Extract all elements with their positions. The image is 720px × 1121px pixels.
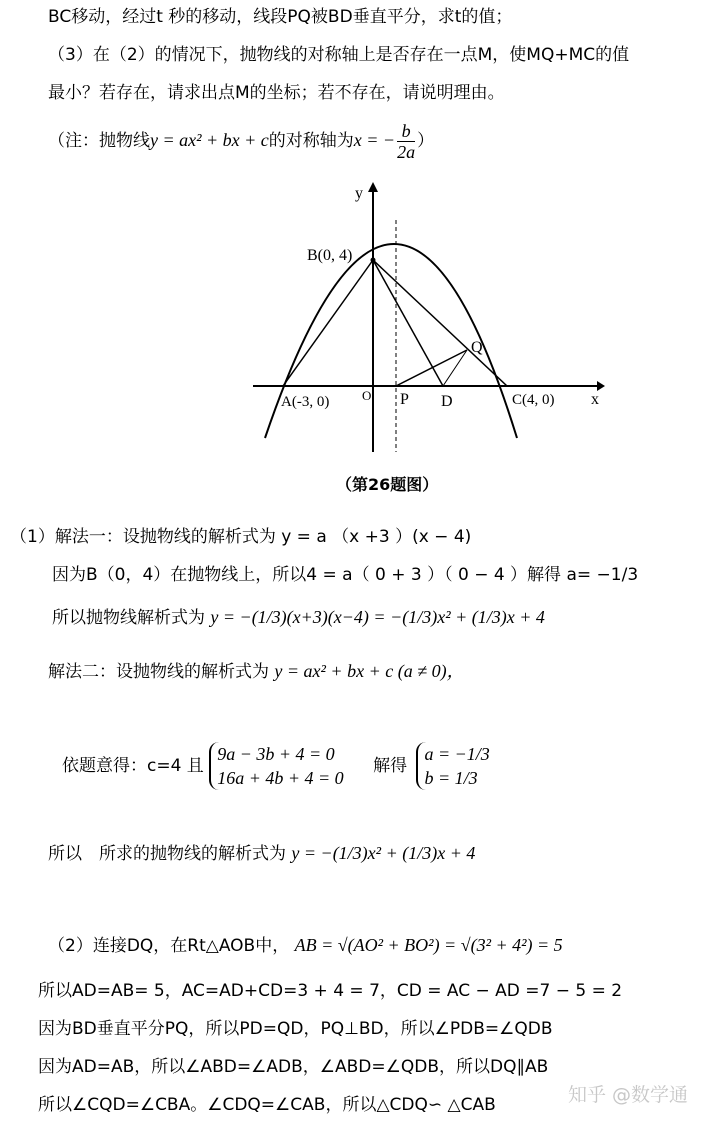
y-axis-arrow — [368, 182, 378, 192]
solution-1-line-1: （1）解法一：设抛物线的解析式为 y = a （x +3 ）(x − 4) — [10, 527, 472, 547]
solution-2-line-1-prefix: 解法二：设抛物线的解析式为 — [48, 662, 269, 682]
note-formula: y = ax² + bx + c — [150, 130, 269, 150]
part-2-line-1-formula: AB = √(AO² + BO²) = √(3² + 4²) = 5 — [294, 935, 563, 955]
question-3-line-2: 最小？若存在，请求出点M的坐标；若不存在，请说明理由。 — [48, 83, 505, 103]
part-2-line-4: 因为AD=AB，所以∠ABD=∠ADB，∠ABD=∠QDB，所以DQ∥AB — [38, 1057, 549, 1077]
problem-line-1: BC移动，经过t 秒的移动，线段PQ被BD垂直平分，求t的值； — [48, 7, 513, 27]
label-O: O — [362, 388, 372, 403]
label-x: x — [591, 391, 599, 408]
label-y: y — [355, 185, 363, 202]
result-a: a = −1/3 — [424, 744, 490, 764]
label-P: P — [400, 391, 409, 408]
note-fraction-den: 2a — [397, 141, 416, 162]
solution-1-line-3-prefix: 所以抛物线解析式为 — [52, 608, 205, 628]
label-D: D — [441, 393, 453, 410]
part-2-line-2: 所以AD=AB= 5，AC=AD+CD=3 + 4 = 7，CD = AC − AD =7 − 5 = 2 — [38, 981, 623, 1001]
solution-1-line-2: 因为B（0，4）在抛物线上，所以4 = a（ 0 + 3 ）（ 0 − 4 ）解得 a= −1/3 — [52, 565, 639, 585]
parabola-figure — [245, 180, 605, 460]
part-2-line-1-prefix: （2）连接DQ，在Rt△AOB中， — [48, 936, 290, 956]
note-suffix: ） — [417, 131, 435, 151]
solution-2-system-line — [62, 736, 490, 796]
solution-1-line-3-formula: y = −(1/3)(x+3)(x−4) = −(1/3)x² + (1/3)x + 4 — [210, 607, 545, 627]
result-b: b = 1/3 — [424, 768, 478, 788]
note-line — [48, 118, 434, 163]
label-A: A(-3, 0) — [281, 394, 330, 410]
solution-2-line-1-formula: y = ax² + bx + c (a ≠ 0)， — [274, 661, 465, 681]
solve-label: 解得 — [373, 756, 408, 776]
part-2-line-5: 所以∠CQD=∠CBA。∠CDQ=∠CAB，所以△CDQ∽ △CAB — [38, 1095, 496, 1115]
note-prefix: （注：抛物线 — [48, 131, 150, 151]
note-middle: 的对称轴为 — [268, 131, 354, 151]
segment-AB — [283, 260, 373, 386]
solution-2-final-line — [48, 842, 475, 865]
solution-2-final-formula: y = −(1/3)x² + (1/3)x + 4 — [291, 843, 476, 863]
note-fraction — [397, 121, 415, 162]
label-B: B(0, 4) — [307, 247, 353, 264]
segment-BC — [373, 260, 507, 386]
note-axis-lhs: x = − — [353, 130, 396, 150]
question-3-line-1: （3）在（2）的情况下，抛物线的对称轴上是否存在一点M，使MQ+MC的值 — [48, 45, 630, 65]
x-axis-arrow — [597, 381, 605, 391]
solution-2-final-prefix: 所以 所求的抛物线的解析式为 — [48, 844, 286, 864]
equation-2: 16a + 4b + 4 = 0 — [217, 768, 344, 788]
label-C: C(4, 0) — [512, 392, 555, 408]
part-2-line-1 — [48, 934, 563, 957]
label-Q: Q — [471, 339, 483, 356]
equation-system — [209, 742, 343, 790]
note-fraction-num: b — [397, 121, 415, 142]
figure-caption: （第26题图） — [336, 475, 439, 494]
solution-system — [416, 742, 489, 790]
watermark: 知乎 @数学通 — [568, 1084, 689, 1106]
system-prefix: 依题意得：c=4 且 — [62, 756, 204, 776]
solution-1-line-3 — [52, 606, 545, 629]
point-B — [371, 258, 376, 263]
equation-1: 9a − 3b + 4 = 0 — [217, 744, 335, 764]
segment-PQ — [396, 350, 467, 386]
part-2-line-3: 因为BD垂直平分PQ，所以PD=QD，PQ⊥BD，所以∠PDB=∠QDB — [38, 1019, 553, 1039]
solution-2-line-1 — [48, 660, 465, 683]
